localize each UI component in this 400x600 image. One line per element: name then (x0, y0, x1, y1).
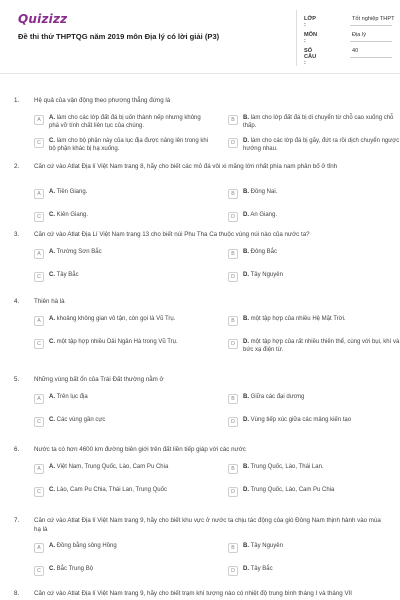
question-text: Căn cứ vào Atlat Địa lí Việt Nam trang 9, hãy cho biết khu vực ở nước ta chịu tác động của gió Đông Nam thịnh hành vào mùa hạ là (34, 517, 381, 533)
question-number: 8. (14, 590, 20, 597)
option-letter: A. (49, 543, 55, 549)
option-text (49, 464, 209, 472)
option-letter: B. (243, 115, 249, 121)
option-text (243, 394, 400, 402)
meta-class-label: LỚP : (304, 16, 316, 28)
option-box: B (228, 115, 238, 125)
option-body: Tiền Giang. (56, 189, 88, 195)
option-letter: A. (49, 249, 55, 255)
option-text (243, 272, 400, 280)
option-letter: B. (243, 189, 249, 195)
answer-option[interactable] (228, 462, 398, 478)
answer-option[interactable] (34, 337, 204, 353)
option-body: Đồng bằng sông Hồng (56, 543, 117, 549)
option-text (49, 543, 209, 551)
option-letter: D. (243, 487, 249, 493)
option-text (243, 417, 400, 425)
option-letter: D. (243, 138, 249, 144)
option-text (49, 487, 209, 495)
option-text (49, 272, 209, 280)
option-letter: B. (243, 316, 249, 322)
option-box: D (228, 487, 238, 497)
option-box: A (34, 249, 44, 259)
answer-option[interactable] (34, 113, 204, 129)
question-text: Căn cứ vào Atlat Địa lí Việt Nam trang 9, hãy cho biết trạm khí tượng nào có nhiệt độ trung bình tháng I và tháng VII (34, 590, 353, 597)
option-text (49, 316, 209, 324)
option-body: Kiên Giang. (56, 212, 89, 218)
option-letter: C. (49, 339, 55, 345)
answer-option[interactable] (228, 392, 398, 408)
answer-option[interactable] (34, 462, 204, 478)
option-box: C (34, 487, 44, 497)
option-body: làm cho bộ phận này của lục địa được nâng lên trong khi bộ phận khác bị hạ xuống. (49, 138, 209, 152)
answer-option[interactable] (228, 187, 398, 203)
question-text: Căn cứ vào Atlat Địa lí Việt Nam trang 8, hãy cho biết các mỏ đá vôi xi măng lớn nhất phía nam phân bố ở tỉnh (34, 163, 338, 170)
answer-option[interactable] (34, 392, 204, 408)
option-box: A (34, 316, 44, 326)
option-body: Giữa các đại dương (250, 394, 305, 400)
worksheet-header (14, 8, 395, 68)
option-body: Các vùng gần cực (56, 417, 106, 423)
option-body: Việt Nam, Trung Quốc, Lào, Cam Pu Chia (56, 464, 169, 470)
option-box: B (228, 316, 238, 326)
question-text: Nước ta có hơn 4600 km đường biên giới trên đất liền tiếp giáp với các nước (34, 446, 246, 453)
option-box: D (228, 272, 238, 282)
option-box: C (34, 272, 44, 282)
option-body: Trung Quốc, Lào, Cam Pu Chia (250, 487, 335, 493)
option-body: Tây Nguyên (250, 272, 283, 278)
meta-subject-value: Địa lý (352, 32, 366, 38)
question-number: 4. (14, 298, 20, 305)
option-letter: C. (49, 417, 55, 423)
question-text: Hệ quả của vận động theo phương thẳng đứng là (34, 97, 171, 104)
option-box: A (34, 543, 44, 553)
option-box: C (34, 212, 44, 222)
option-box: B (228, 189, 238, 199)
answer-option[interactable] (228, 210, 398, 226)
option-letter: A. (49, 189, 55, 195)
option-text (243, 487, 400, 495)
option-text (243, 189, 400, 197)
answer-option[interactable] (228, 541, 398, 557)
question-number: 2. (14, 163, 20, 170)
option-body: làm cho các lớp đá bị gãy, đứt ra rồi dịch chuyển ngược hướng nhau. (243, 138, 400, 152)
option-box: C (34, 138, 44, 148)
question-number: 3. (14, 231, 20, 238)
option-letter: B. (243, 464, 249, 470)
option-box: B (228, 543, 238, 553)
answer-option[interactable] (34, 541, 204, 557)
option-box: A (34, 394, 44, 404)
answer-option[interactable] (34, 247, 204, 263)
quizizz-logo: Quizizz (18, 12, 68, 26)
option-box: B (228, 249, 238, 259)
question-number: 6. (14, 446, 20, 453)
option-letter: C. (49, 138, 55, 144)
answer-option[interactable] (228, 314, 398, 330)
option-box: B (228, 464, 238, 474)
option-letter: D. (243, 272, 249, 278)
answer-option[interactable] (34, 187, 204, 203)
option-box: A (34, 115, 44, 125)
meta-underline (350, 25, 392, 26)
option-letter: C. (49, 272, 55, 278)
option-body: một tập hợp của rất nhiều thiên thể, cùng với bụi, khí và bức xạ điện từ. (243, 339, 400, 353)
option-text (243, 138, 400, 154)
meta-underline (350, 41, 392, 42)
option-text (49, 417, 209, 425)
meta-count-label: SỐ CÂU : (304, 48, 317, 66)
answer-option[interactable] (34, 210, 204, 226)
option-body: Trên lục địa (56, 394, 88, 400)
option-text (49, 249, 209, 257)
option-text (49, 115, 209, 131)
option-body: làm cho lớp đất đá bị di chuyển từ chỗ cao xuống chỗ thấp. (243, 115, 394, 129)
option-text (49, 566, 209, 574)
header-divider (296, 10, 297, 66)
option-body: Tây Nguyên (250, 543, 283, 549)
meta-underline (350, 57, 392, 58)
option-body: Vùng tiếp xúc giữa các mảng kiến tạo (250, 417, 352, 423)
answer-option[interactable] (34, 415, 204, 431)
answer-option[interactable] (228, 270, 398, 286)
option-letter: D. (243, 417, 249, 423)
answer-option[interactable] (34, 314, 204, 330)
page-title: Đề thi thử THPTQG năm 2019 môn Địa lý có lời giải (P3) (18, 32, 220, 41)
option-box: D (228, 212, 238, 222)
option-box: D (228, 417, 238, 427)
option-text (49, 339, 209, 347)
answer-option[interactable] (228, 485, 398, 501)
option-text (243, 249, 400, 257)
option-body: Trung Quốc, Lào, Thái Lan. (250, 464, 324, 470)
option-letter: B. (243, 394, 249, 400)
option-body: Lào, Cam Pu Chia, Thái Lan, Trung Quốc (56, 487, 167, 493)
answer-option[interactable] (228, 247, 398, 263)
option-box: D (228, 339, 238, 349)
question-text: Căn cứ vào Atlat Địa Lí Việt Nam trang 13 cho biết núi Phu Tha Ca thuộc vùng núi nào của nước ta? (34, 231, 310, 238)
question-text: Thiên hà là (34, 298, 65, 305)
option-body: Đồng Nai. (250, 189, 278, 195)
answer-option[interactable] (228, 113, 398, 129)
option-letter: C. (49, 487, 55, 493)
option-body: làm cho các lớp đất đá bị uốn thành nếp nhưng không phá vỡ tính chất liên tục của chúng. (49, 115, 201, 129)
option-text (243, 339, 400, 355)
question-number: 7. (14, 517, 20, 524)
meta-count-value: 40 (352, 48, 359, 54)
meta-subject-label: MÔN : (304, 32, 318, 44)
option-text (243, 115, 400, 131)
option-letter: C. (49, 566, 55, 572)
option-text (243, 543, 400, 551)
option-text (243, 566, 400, 574)
option-letter: A. (49, 464, 55, 470)
option-letter: D. (243, 566, 249, 572)
option-box: C (34, 339, 44, 349)
option-box: A (34, 464, 44, 474)
option-text (49, 212, 209, 220)
option-box: A (34, 189, 44, 199)
question-number: 5. (14, 376, 20, 383)
option-box: D (228, 138, 238, 148)
option-text (49, 394, 209, 402)
answer-option[interactable] (34, 485, 204, 501)
option-text (243, 464, 400, 472)
answer-option[interactable] (34, 270, 204, 286)
option-letter: D. (243, 212, 249, 218)
option-body: Đông Bắc (250, 249, 278, 255)
option-text (49, 138, 209, 154)
option-body: Tây Bắc (250, 566, 273, 572)
option-letter: B. (243, 249, 249, 255)
option-box: C (34, 566, 44, 576)
question-text: Những vùng bất ổn của Trái Đất thường nằm ở (34, 376, 164, 383)
option-letter: A. (49, 316, 55, 322)
answer-option[interactable] (34, 136, 209, 152)
answer-option[interactable] (228, 337, 398, 353)
answer-option[interactable] (228, 136, 398, 152)
header-separator (0, 73, 400, 74)
option-text (243, 212, 400, 220)
option-body: An Giang. (250, 212, 278, 218)
answer-option[interactable] (34, 564, 204, 580)
option-letter: A. (49, 115, 55, 121)
option-body: một tập hợp nhiều Dải Ngân Hà trong Vũ Trụ. (56, 339, 178, 345)
option-box: C (34, 417, 44, 427)
option-body: Tây Bắc (56, 272, 79, 278)
option-letter: D. (243, 339, 249, 345)
option-letter: B. (243, 543, 249, 549)
answer-option[interactable] (228, 564, 398, 580)
option-box: B (228, 394, 238, 404)
meta-class-value: Tốt nghiệp THPT (352, 16, 395, 22)
option-letter: A. (49, 394, 55, 400)
option-body: khoảng không gian vô tận, còn gọi là Vũ Trụ. (56, 316, 176, 322)
option-text (49, 189, 209, 197)
option-letter: C. (49, 212, 55, 218)
option-text (243, 316, 400, 324)
option-box: D (228, 566, 238, 576)
option-body: Bắc Trung Bộ (56, 566, 94, 572)
answer-option[interactable] (228, 415, 398, 431)
option-body: một tập hợp của nhiều Hệ Mặt Trời. (250, 316, 346, 322)
question-number: 1. (14, 97, 20, 104)
option-body: Trường Sơn Bắc (56, 249, 102, 255)
